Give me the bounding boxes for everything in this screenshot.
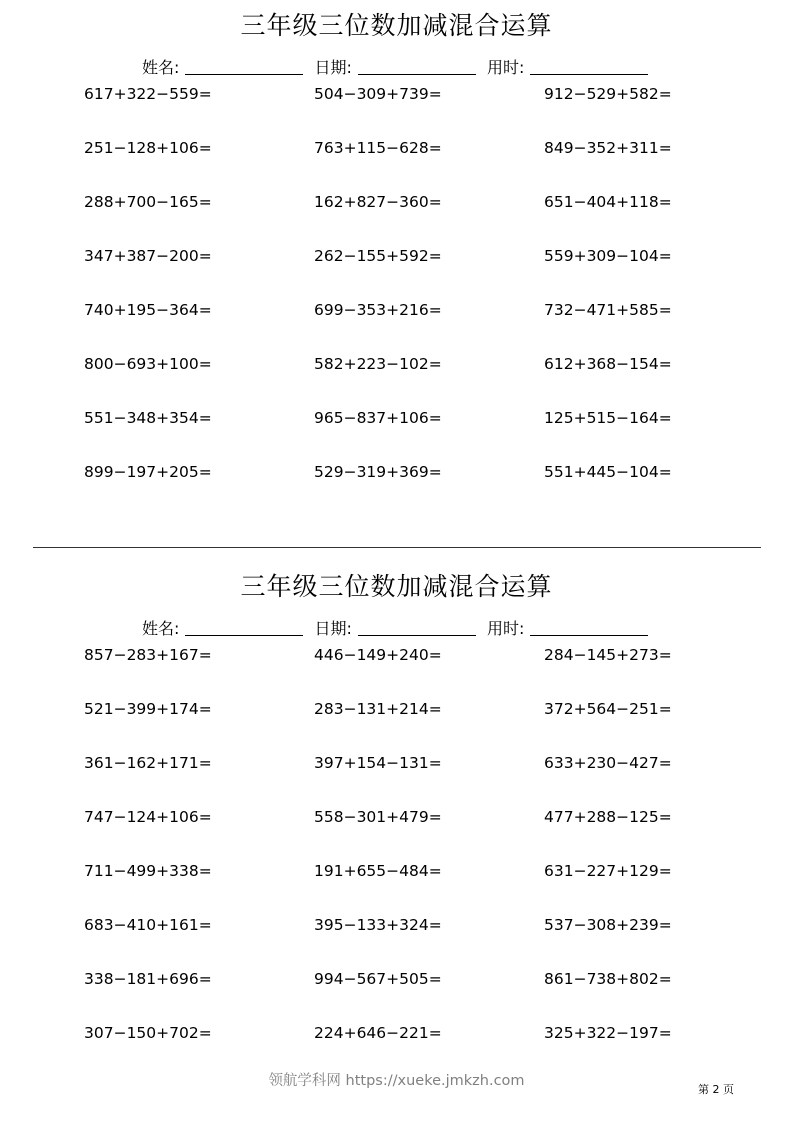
math-problem: 224+646−221= [314, 1024, 442, 1042]
math-problem: 559+309−104= [544, 247, 672, 265]
name-label: 姓名: [142, 58, 180, 77]
math-problem: 651−404+118= [544, 193, 672, 211]
math-problem: 857−283+167= [84, 646, 212, 664]
name-label: 姓名: [142, 619, 180, 638]
student-info-row [142, 57, 654, 79]
math-problem: 582+223−102= [314, 355, 442, 373]
math-problem: 994−567+505= [314, 970, 442, 988]
date-blank[interactable] [358, 619, 476, 636]
name-blank[interactable] [185, 58, 303, 75]
math-problem: 251−128+106= [84, 139, 212, 157]
math-problem: 763+115−628= [314, 139, 442, 157]
math-problem: 395−133+324= [314, 916, 442, 934]
date-label: 日期: [314, 619, 352, 638]
time-blank[interactable] [530, 619, 648, 636]
time-label: 用时: [487, 58, 525, 77]
name-blank[interactable] [185, 619, 303, 636]
math-problem: 612+368−154= [544, 355, 672, 373]
time-label: 用时: [487, 619, 525, 638]
math-problem: 162+827−360= [314, 193, 442, 211]
math-problem: 397+154−131= [314, 754, 442, 772]
math-problem: 800−693+100= [84, 355, 212, 373]
math-problem: 347+387−200= [84, 247, 212, 265]
math-problem: 125+515−164= [544, 409, 672, 427]
math-problem: 711−499+338= [84, 862, 212, 880]
section-divider [33, 547, 761, 548]
math-problem: 284−145+273= [544, 646, 672, 664]
math-problem: 965−837+106= [314, 409, 442, 427]
math-problem: 631−227+129= [544, 862, 672, 880]
math-problem: 283−131+214= [314, 700, 442, 718]
worksheet-title: 三年级三位数加减混合运算 [240, 572, 553, 601]
math-problem: 899−197+205= [84, 463, 212, 481]
math-problem: 747−124+106= [84, 808, 212, 826]
math-problem: 537−308+239= [544, 916, 672, 934]
math-problem: 558−301+479= [314, 808, 442, 826]
date-blank[interactable] [358, 58, 476, 75]
math-problem: 504−309+739= [314, 85, 442, 103]
math-problem: 849−352+311= [544, 139, 672, 157]
math-problem: 262−155+592= [314, 247, 442, 265]
worksheet-title: 三年级三位数加减混合运算 [240, 11, 553, 40]
math-problem: 191+655−484= [314, 862, 442, 880]
page-number: 第 2 页 [698, 1083, 734, 1096]
math-problem: 288+700−165= [84, 193, 212, 211]
math-problem: 446−149+240= [314, 646, 442, 664]
math-problem: 683−410+161= [84, 916, 212, 934]
math-problem: 477+288−125= [544, 808, 672, 826]
student-info-row [142, 618, 654, 640]
math-problem: 338−181+696= [84, 970, 212, 988]
math-problem: 551+445−104= [544, 463, 672, 481]
math-problem: 325+322−197= [544, 1024, 672, 1042]
math-problem: 521−399+174= [84, 700, 212, 718]
math-problem: 617+322−559= [84, 85, 212, 103]
math-problem: 361−162+171= [84, 754, 212, 772]
date-label: 日期: [314, 58, 352, 77]
math-problem: 740+195−364= [84, 301, 212, 319]
math-problem: 699−353+216= [314, 301, 442, 319]
math-problem: 861−738+802= [544, 970, 672, 988]
math-problem: 529−319+369= [314, 463, 442, 481]
time-blank[interactable] [530, 58, 648, 75]
math-problem: 732−471+585= [544, 301, 672, 319]
footer-website: 领航学科网 https://xueke.jmkzh.com [268, 1073, 525, 1089]
math-problem: 372+564−251= [544, 700, 672, 718]
math-problem: 633+230−427= [544, 754, 672, 772]
math-problem: 307−150+702= [84, 1024, 212, 1042]
math-problem: 912−529+582= [544, 85, 672, 103]
math-problem: 551−348+354= [84, 409, 212, 427]
